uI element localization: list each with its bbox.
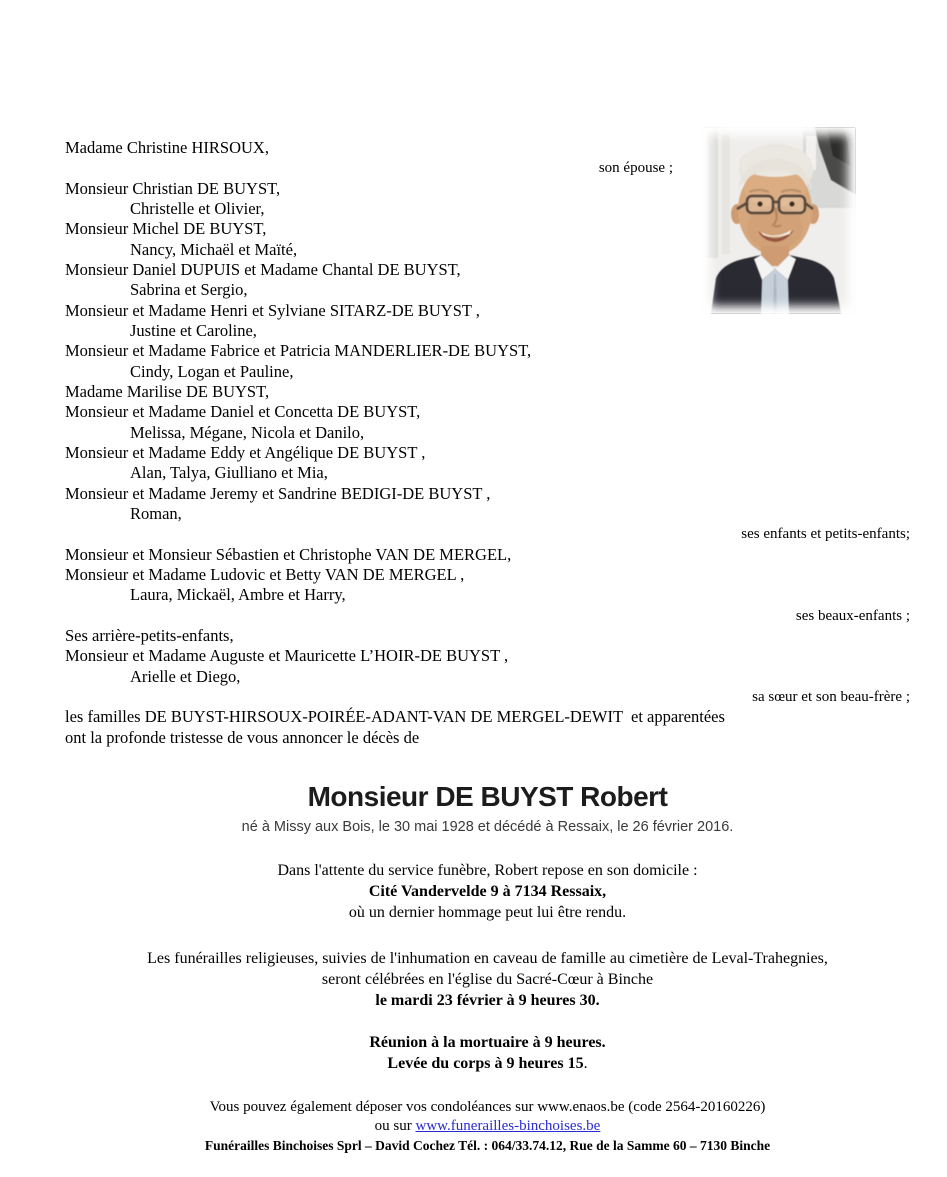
deceased-portrait-photo [703,128,855,313]
family-line: sa sœur et son beau-frère ; [752,688,910,705]
family-line: son épouse ; [598,160,673,177]
life-dates: né à Missy aux Bois, le 30 mai 1928 et décédé à Ressaix, le 26 février 2016. [241,819,734,835]
funeral-home-website-link[interactable]: www.funerailles-binchoises.be [415,1118,601,1134]
schedule-departure-text: Levée du corps à 9 heures 15 [387,1055,584,1072]
family-line: Madame Christine HIRSOUX, [65,138,269,157]
family-line: Monsieur et Madame Henri et Sylviane SITARZ-DE BUYST , [65,300,480,320]
repose-tribute: où un dernier hommage peut lui être rendu. [348,904,627,921]
funeral-block [65,948,910,1011]
family-line: Ses arrière-petits-enfants, [65,625,234,645]
schedule-block [65,1032,910,1074]
family-line: Arielle et Diego, [130,666,241,686]
or-text: ou sur [374,1118,416,1134]
family-line: Monsieur et Madame Fabrice et Patricia MANDERLIER-DE BUYST, [65,341,532,361]
funeral-home-line: Funérailles Binchoises Sprl – David Cochez Tél. : 064/33.74.12, Rue de la Samme 60 – 7130 Binche [204,1138,771,1153]
family-line: Monsieur et Madame Eddy et Angélique DE BUYST , [65,442,426,462]
family-line: ses enfants et petits-enfants; [741,526,910,543]
funeral-line-2: seront célébrées en l'église du Sacré-Cœur à Binche [321,971,654,988]
condolences-line: Vous pouvez également déposer vos condoléances sur www.enaos.be (code 2564-20160226) [209,1099,766,1115]
family-line: ont la profonde tristesse de vous annoncer le décès de [65,727,420,747]
family-line: Monsieur et Madame Daniel et Concetta DE BUYST, [65,402,421,422]
family-line: Sabrina et Sergio, [130,280,248,300]
family-line: Christelle et Olivier, [130,198,265,218]
family-line: Monsieur et Madame Auguste et Mauricette L’HOIR-DE BUYST , [65,646,509,666]
family-line: les familles DE BUYST-HIRSOUX-POIRÉE-ADANT-VAN DE MERGEL-DEWIT et apparentées [65,707,725,727]
family-list [65,138,910,748]
repose-address: Cité Vandervelde 9 à 7134 Ressaix, [368,883,607,900]
footer [65,1098,910,1155]
family-line: Roman, [130,503,182,523]
family-line: Monsieur et Madame Ludovic et Betty VAN DE MERGEL , [65,564,465,584]
family-line: Monsieur Christian DE BUYST, [65,178,281,198]
family-line: Nancy, Michaël et Maïté, [130,239,298,259]
family-line: Alan, Talya, Giulliano et Mia, [130,463,328,483]
funeral-line-1: Les funérailles religieuses, suivies de l'inhumation en caveau de famille au cimetière de Leval-Trahegnies, [147,950,828,967]
schedule-departure [65,1053,910,1074]
family-line: Monsieur et Monsieur Sébastien et Christophe VAN DE MERGEL, [65,544,512,564]
portrait-photo-image [703,128,855,313]
deceased-name-title: Monsieur DE BUYST Robert [307,781,668,812]
family-line: Justine et Caroline, [130,320,257,340]
family-line: Madame Marilise DE BUYST, [65,381,270,401]
schedule-meeting: Réunion à la mortuaire à 9 heures. [369,1034,606,1051]
family-line: Monsieur Michel DE BUYST, [65,219,267,239]
family-line: ses beaux-enfants ; [795,607,910,624]
schedule-departure-period: . [583,1055,588,1072]
family-line: Cindy, Logan et Pauline, [130,361,294,381]
repose-intro: Dans l'attente du service funèbre, Robert repose en son domicile : [277,862,698,879]
website-line [65,1117,910,1136]
family-line: Melissa, Mégane, Nicola et Danilo, [130,422,365,442]
family-line: Monsieur et Madame Jeremy et Sandrine BEDIGI-DE BUYST , [65,483,491,503]
family-line: Laura, Mickaël, Ambre et Harry, [130,585,346,605]
repose-block [65,860,910,923]
funeral-date: le mardi 23 février à 9 heures 30. [375,992,600,1009]
family-line: Monsieur Daniel DUPUIS et Madame Chantal DE BUYST, [65,259,461,279]
